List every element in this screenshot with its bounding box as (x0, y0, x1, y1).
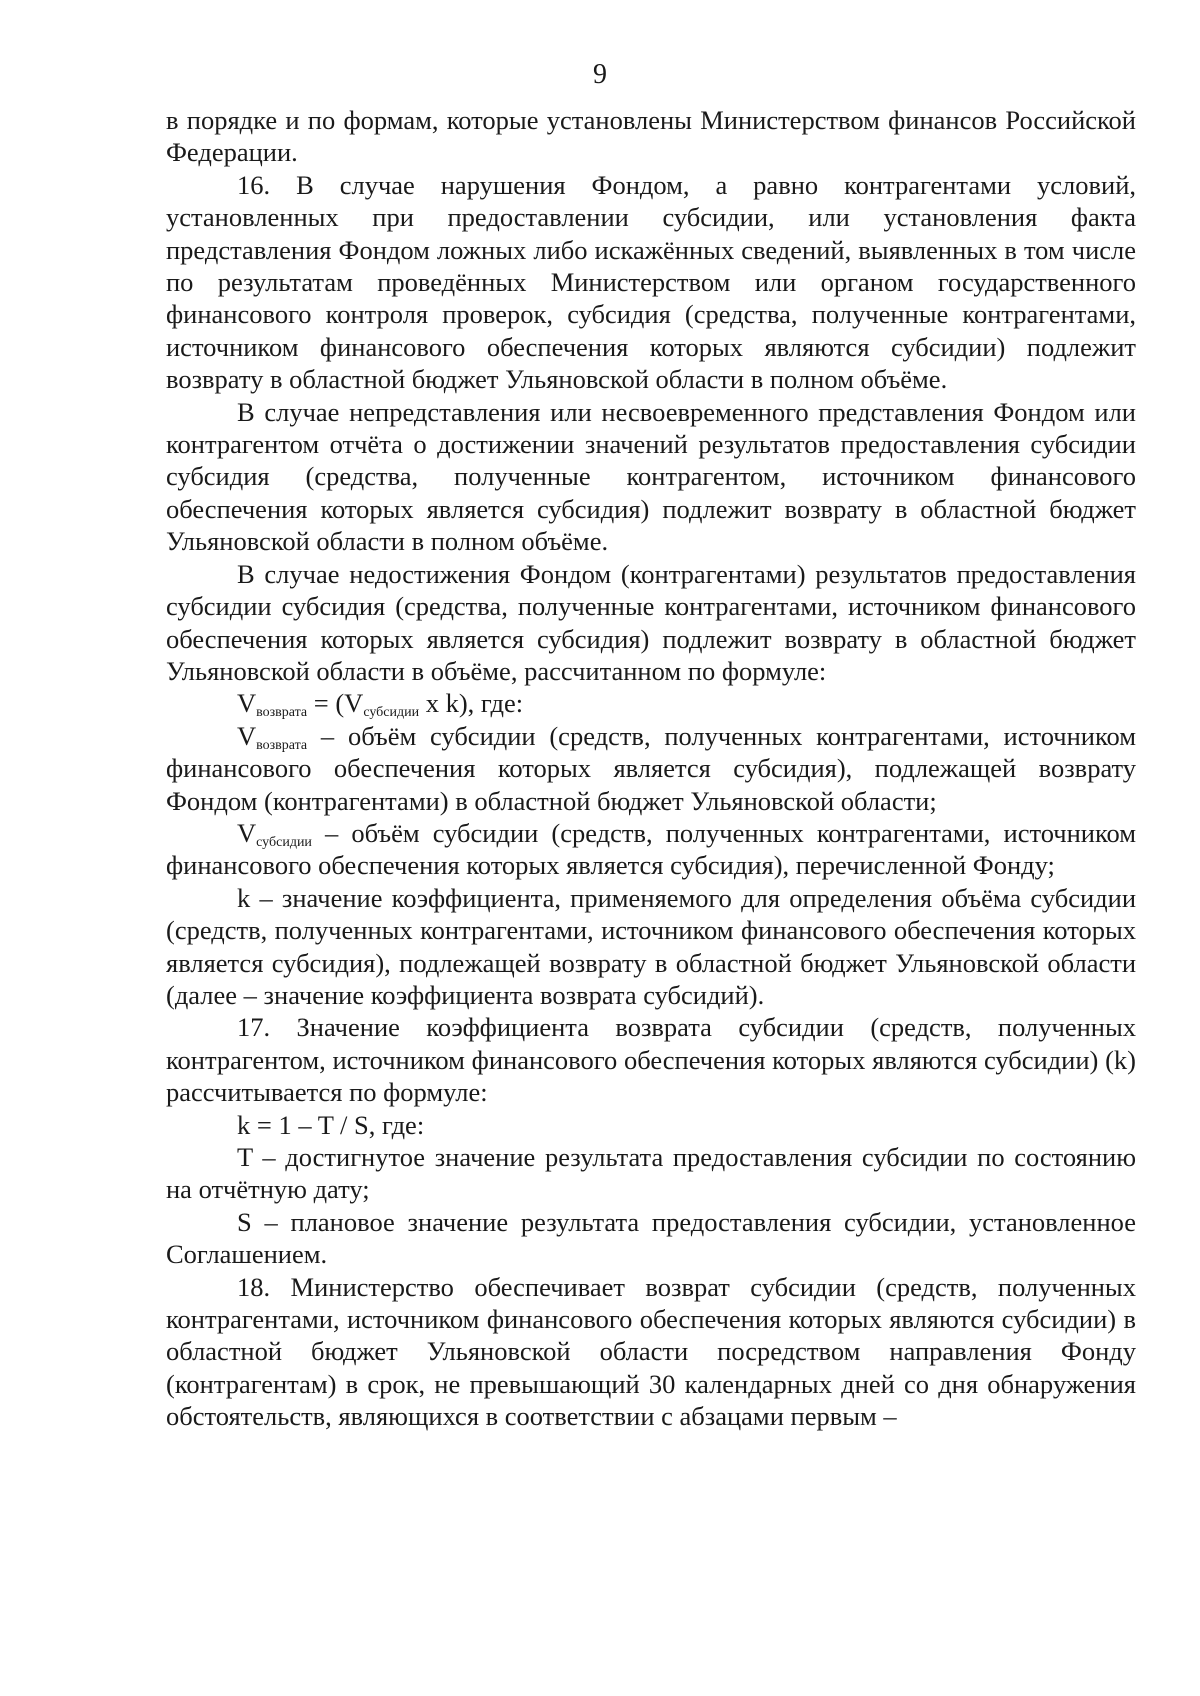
paragraph-17: 17. Значение коэффициента возврата субсидии (средств, полученных контрагентом, источником финансового обеспечения которых являются субсидии) (k) рассчитывается по формуле: (166, 1012, 1136, 1108)
definition-s: S – плановое значение результата предоставления субсидии, установленное Соглашением. (166, 1206, 1136, 1270)
page-number: 9 (593, 59, 607, 90)
formula-k: k = 1 – T / S, где: (237, 1109, 425, 1140)
definition-v-subsidy-subscript: субсидии (256, 834, 312, 850)
definition-v-subsidy-symbol: V (237, 817, 257, 848)
formula-return-volume (166, 687, 1136, 719)
formula-eq: = (V (307, 688, 364, 719)
definition-t: T – достигнутое значение результата предоставления субсидии по состоянию на отчётную дату; (166, 1142, 1136, 1205)
formula-subscript-subsidy: субсидии (363, 705, 420, 721)
formula-tail: x k), где: (419, 688, 524, 719)
formula-v: V (237, 688, 257, 719)
formula-subscript-return: возврата (256, 705, 308, 721)
definition-v-return-text: – объём субсидии (средств, полученных контрагентами, источником финансового обеспечения которых является субсидия), подлежащей возврату Фондом (контрагентами) в областной бюджет Ульяновской области; (166, 720, 1136, 816)
paragraph-nonsubmission: В случае непредставления или несвоевременного представления Фондом или контрагентом отчёта о достижении значений результатов предоставления субсидии субсидия (средства, полученные контрагентом, источником финансового обеспечения которых является субсидия) подлежит возврату в областной бюджет Ульяновской области в полном объёме. (166, 396, 1136, 557)
definition-k: k – значение коэффициента, применяемого для определения объёма субсидии (средств, полученных контрагентами, источником финансового обеспечения которых является субсидия), подлежащей возврату в областной бюджет Ульяновской области (далее – значение коэффициента возврата субсидий). (166, 882, 1136, 1010)
document-body (166, 104, 1136, 1433)
paragraph-nonachievement: В случае недостижения Фондом (контрагентами) результатов предоставления субсидии субсидия (средства, полученные контрагентами, источником финансового обеспечения которых является субсидия) подлежит возврату в областной бюджет Ульяновской области в объёме, рассчитанном по формуле: (166, 558, 1136, 686)
definition-v-subsidy (166, 817, 1136, 882)
definition-v-return-subscript: возврата (256, 737, 308, 753)
paragraph-continuation: в порядке и по формам, которые установлены Министерством финансов Российской Федерации. (166, 105, 1136, 168)
definition-v-return (166, 720, 1136, 817)
paragraph-16: 16. В случае нарушения Фондом, а равно контрагентами условий, установленных при предоставлении субсидии, или установления факта представления Фондом ложных либо искажённых сведений, выявленных в том числе по результатам проведённых Министерством или органом государственного финансового контроля проверок, субсидия (средства, полученные контрагентами, источником финансового обеспечения которых являются субсидии) подлежит возврату в областной бюджет Ульяновской области в полном объёме. (166, 169, 1136, 395)
paragraph-18: 18. Министерство обеспечивает возврат субсидии (средств, полученных контрагентами, источником финансового обеспечения которых являются субсидии) в областной бюджет Ульяновской области посредством направления Фонду (контрагентам) в срок, не превышающий 30 календарных дней со дня обнаружения обстоятельств, являющихся в соответствии с абзацами первым – (166, 1271, 1136, 1432)
definition-v-subsidy-text: – объём субсидии (средств, полученных контрагентами, источником финансового обеспечения которых является субсидия), перечисленной Фонду; (166, 817, 1136, 881)
definition-v-return-symbol: V (237, 720, 257, 751)
